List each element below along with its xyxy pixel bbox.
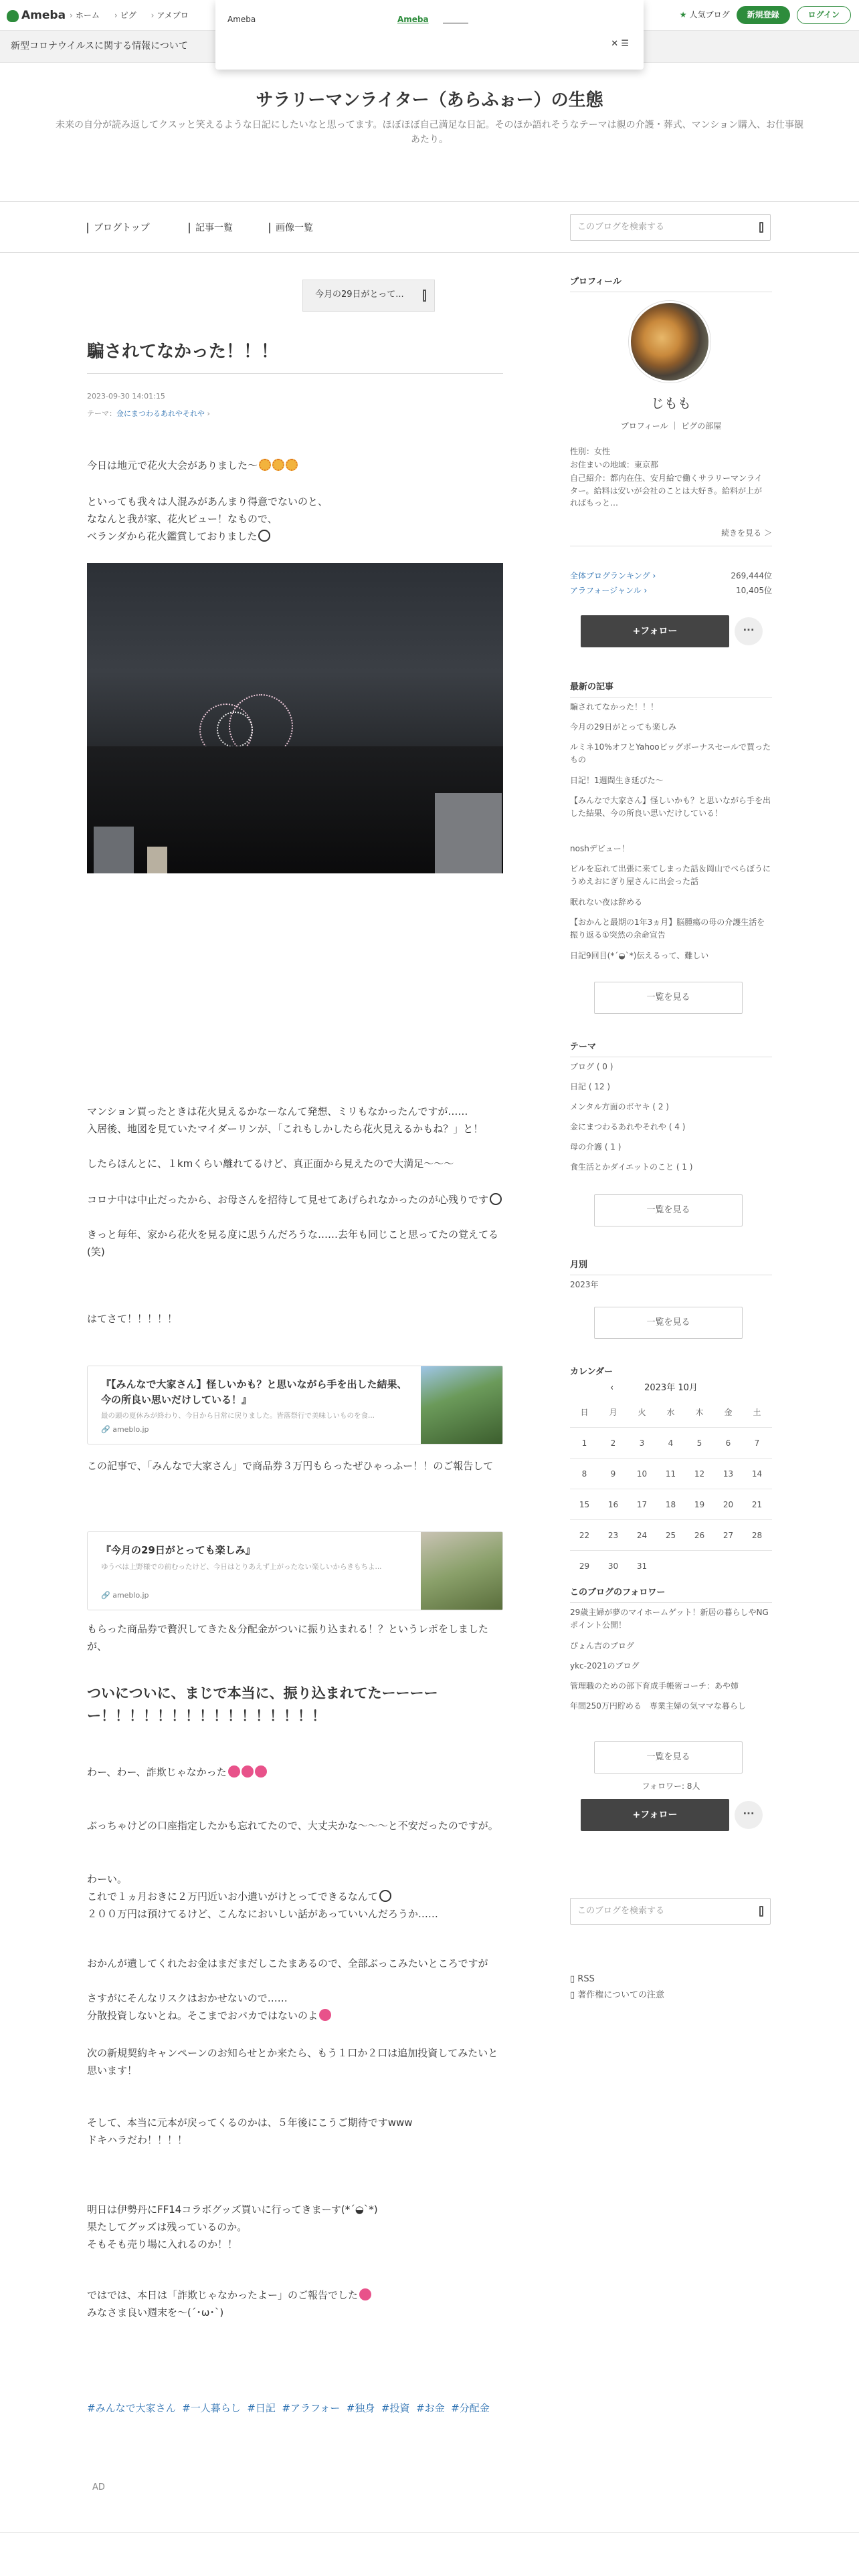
follow-button[interactable]: +フォロー	[581, 1799, 729, 1831]
latest-list-more-button[interactable]: 一覧を見る	[594, 982, 743, 1014]
paragraph: これで１ヵ月おきに２万円近いお小遣いがけとってできるなんて	[87, 1889, 503, 1906]
more-options-button[interactable]: ···	[735, 617, 763, 645]
face-emoji-icon	[379, 1890, 391, 1902]
paragraph: ではでは、本日は「詐欺じゃなかったよー」のご報告でした	[87, 2287, 503, 2304]
paragraph: 今日は地元で花火大会がありました〜	[87, 457, 503, 475]
follower-count: フォロワー: 8人	[642, 1782, 700, 1791]
paragraph: 分散投資しないとね。そこまでおバカではないのよ	[87, 2008, 503, 2025]
latest-article-link[interactable]: ビルを忘れて出張に来てしまった話＆岡山でべらぼうにうめえおにぎり屋さんに出会った話	[570, 864, 771, 886]
weekday-label: 月	[609, 1408, 617, 1417]
paragraph: さすがにそんなリスクはおかせないので……	[87, 1992, 288, 2004]
latest-article-link[interactable]: 日記9回目(*´◒`*)伝えるって、難しい	[570, 951, 709, 960]
calendar-day[interactable]: 31	[636, 1562, 648, 1571]
follower-blog-link[interactable]: 29歳主婦が夢のマイホームゲット！新居の暮らしやNGポイント公開！	[570, 1608, 769, 1630]
month-list-more-button[interactable]: 一覧を見る	[594, 1307, 743, 1339]
calendar-week-row	[570, 1521, 772, 1550]
building-shape	[435, 793, 502, 873]
theme-link[interactable]: 金にまつわるあれやそれや ( 4 )	[570, 1122, 686, 1132]
calendar-day[interactable]: 5	[696, 1438, 702, 1448]
calendar-day[interactable]: 22	[579, 1531, 590, 1540]
calendar-row-divider	[570, 1458, 772, 1459]
followers-heading: このブログのフォロワー	[570, 1588, 666, 1598]
theme-link[interactable]: 日記 ( 12 )	[570, 1082, 611, 1091]
more-options-button[interactable]: ···	[735, 1801, 763, 1829]
latest-article-link[interactable]: 日記！1週間生き延びた〜	[570, 776, 664, 785]
calendar-day[interactable]: 13	[723, 1469, 734, 1479]
blog-title[interactable]: サラリーマンライター（あらふぉー）の生態	[256, 90, 603, 110]
theme-list-more-button[interactable]: 一覧を見る	[594, 1194, 743, 1226]
calendar-day[interactable]: 16	[607, 1500, 619, 1509]
blog-nav	[0, 202, 859, 253]
calendar-day[interactable]: 1	[581, 1438, 587, 1448]
card-title: 『【みんなで大家さん】怪しいかも？と思いながら手を出した結果、今の所良い思いだけしている！』	[101, 1378, 407, 1406]
hashtag-link[interactable]: #みんなで大家さん	[87, 2402, 176, 2414]
theme-link[interactable]: メンタル方面のボヤキ ( 2 )	[570, 1102, 669, 1111]
rank-overall-link[interactable]: 全体ブログランキング › 269,444位	[570, 571, 772, 580]
hashtag-link[interactable]: #投資	[381, 2402, 410, 2414]
latest-article-link[interactable]: 【おかんと最期の1年3ヵ月】脳腫瘍の母の介護生活を振り返る①突然の余命宣告	[570, 918, 765, 940]
footer-divider	[0, 2532, 859, 2533]
paragraph: ベランダから花火鑑賞しておりました	[87, 528, 503, 546]
weekday-label: 木	[695, 1408, 704, 1417]
theme-link[interactable]: 金にまつわるあれやそれや	[116, 409, 205, 418]
copyright-link[interactable]: ▯ 著作権についての注意	[570, 1990, 665, 2000]
paragraph: 次の新規契約キャンペーンのお知らせとか来たら、もう１口か２口は追加投資してみたいと思います！	[87, 2047, 498, 2076]
rank-genre-link[interactable]: アラフォージャンル › 10,405位	[570, 586, 772, 595]
divider	[570, 1602, 772, 1603]
avatar[interactable]	[629, 301, 710, 383]
paragraph: ドキハラだわ！！！！	[87, 2134, 188, 2146]
calendar-week-row	[570, 1428, 772, 1458]
card-title: 『今月の29日がとっても楽しみ』	[101, 1544, 256, 1556]
calendar-day[interactable]: 26	[694, 1531, 705, 1540]
latest-articles-heading: 最新の記事	[570, 682, 614, 692]
article-date: 2023-09-30 14:01:15	[87, 392, 165, 401]
popup-overlay	[215, 0, 644, 70]
heart-emoji-icon	[255, 1765, 267, 1778]
crown-icon: ★	[679, 10, 687, 19]
latest-article-link[interactable]: noshデビュー！	[570, 844, 630, 853]
weekday-label: 日	[580, 1408, 589, 1417]
latest-article-link[interactable]: 眠れない夜は辞める	[570, 897, 643, 907]
login-button[interactable]: ログイン	[797, 6, 851, 24]
calendar-day[interactable]: 12	[694, 1469, 705, 1479]
image-icon	[269, 223, 272, 233]
heart-emoji-icon	[228, 1765, 240, 1778]
paragraph: 明日は伊勢丹にFF14コラボグッズ買いに行ってきまーす(*´◒`*)	[87, 2204, 378, 2216]
link-icon: 🔗	[101, 1425, 110, 1434]
calendar-week-row	[570, 1459, 772, 1489]
calendar-heading: カレンダー	[570, 1367, 613, 1377]
hashtag-link[interactable]: #お金	[416, 2402, 445, 2414]
calendar-day[interactable]: 15	[579, 1500, 590, 1509]
latest-article-link[interactable]: 【みんなで大家さん】怪しいかも？と思いながら手を出した結果、今の所良い思いだけしている！	[570, 796, 771, 818]
paragraph: ２００万円は預けてるけど、こんなにおいしい話があっていいんだろうか……	[87, 1908, 438, 1920]
calendar-day[interactable]: 2	[610, 1438, 616, 1448]
calendar-row-divider	[570, 1519, 772, 1520]
calendar-weekdays	[570, 1398, 772, 1427]
weekday-label: 土	[753, 1408, 761, 1417]
calendar-day[interactable]: 25	[665, 1531, 676, 1540]
paragraph: そもそも売り場に入れるのか！！	[87, 2238, 238, 2250]
theme-link[interactable]: 食生活とかダイエットのこと ( 1 )	[570, 1162, 693, 1172]
firework-burst-shape	[217, 712, 253, 748]
overlay-title: Ameba	[227, 15, 256, 24]
article-heading: ついについに、まじで本当に、振り込まれてたーーーーー！！！！！！！！！！！！！！！！	[87, 1685, 438, 1724]
calendar-week-row	[570, 1490, 772, 1519]
paragraph: もらった商品券で贅沢してきた＆分配金がついに振り込まれる！？というレポをしましたが、	[87, 1623, 489, 1652]
sidebar-search-input[interactable]: このブログを検索する	[570, 1898, 771, 1925]
latest-article-link[interactable]: 今月の29日がとっても楽しみ	[570, 722, 677, 732]
heart-emoji-icon	[359, 2288, 371, 2300]
nav-image-list[interactable]: 画像一覧	[269, 221, 313, 235]
profile-gender: 性別：女性	[570, 447, 611, 456]
weekday-label: 水	[666, 1408, 675, 1417]
ameba-logo[interactable]: Ameba	[7, 7, 66, 25]
calendar-row-divider	[570, 1427, 772, 1428]
paragraph: この記事で、「みんなで大家さん」で商品券３万円もらったぜひゃっふー！！のご報告して	[87, 1460, 494, 1472]
covid-info-link[interactable]: 新型コロナウイルスに関する情報について	[11, 41, 188, 51]
theme-heading: テーマ	[570, 1042, 597, 1052]
card-snippet: ゆうべは上野様での前むったけど、今日はとりあえず上がったない楽しいからきもちよ...	[101, 1563, 382, 1571]
blog-search-input[interactable]: このブログを検索する	[570, 214, 771, 241]
hashtag-link[interactable]: #一人暮らし	[182, 2402, 241, 2414]
search-icon[interactable]	[759, 222, 763, 233]
search-icon[interactable]	[759, 1906, 763, 1917]
calendar-month: ‹ 2023年 10月	[570, 1382, 772, 1395]
calendar-day[interactable]: 14	[751, 1469, 763, 1479]
calendar-day[interactable]: 3	[639, 1438, 645, 1448]
profile-name[interactable]: じもも	[651, 395, 691, 411]
nav-ameblo[interactable]: › アメブロ	[151, 9, 189, 22]
calendar-day[interactable]: 10	[636, 1469, 648, 1479]
document-icon: ▯	[570, 1990, 575, 2000]
building-shape	[94, 827, 134, 873]
face-emoji-icon	[258, 530, 270, 542]
paragraph: コロナ中は中止だったから、お母さんを招待して見せてあげられなかったのが心残りです	[87, 1192, 503, 1209]
hashtag-link[interactable]: #分配金	[451, 2402, 490, 2414]
profile-more-link[interactable]: 続きを見る ＞	[721, 528, 772, 538]
calendar-day[interactable]: 8	[581, 1469, 587, 1479]
calendar-day[interactable]: 30	[607, 1562, 619, 1571]
follower-blog-link[interactable]: 管理職のための部下育成手帳術コーチ：あや姉	[570, 1681, 739, 1691]
card-url: 🔗 ameblo.jp	[101, 1591, 149, 1600]
overlay-ameba-link[interactable]: Ameba	[397, 15, 429, 24]
followers-more-button[interactable]: 一覧を見る	[594, 1741, 743, 1774]
monthly-heading: 月別	[570, 1260, 588, 1270]
article-title: 騙されてなかった！！！	[87, 342, 279, 362]
profile-heading: プロフィール	[570, 277, 622, 287]
follow-button[interactable]: +フォロー	[581, 615, 729, 647]
latest-article-link[interactable]: 騙されてなかった！！！	[570, 702, 659, 712]
prev-article-button[interactable]: 今月の29日がとって...	[302, 280, 435, 312]
card-thumbnail	[421, 1366, 502, 1444]
blog-card-link[interactable]	[87, 1531, 503, 1610]
firework-emoji-icon	[286, 459, 298, 471]
weekday-label: 金	[724, 1408, 733, 1417]
calendar-day[interactable]: 20	[723, 1500, 734, 1509]
paragraph: といっても我々は人混みがあんまり得意でないのと、	[87, 496, 328, 508]
overlay-close-icon[interactable]: ✕ ☰	[611, 39, 629, 49]
hashtag-link[interactable]: #独身	[346, 2402, 375, 2414]
calendar-week-row	[570, 1551, 772, 1581]
hashtag-link[interactable]: #日記	[247, 2402, 276, 2414]
profile-intro: 自己紹介：都内在住、安月給で働くサラリーマンライター。給料は安いが会社のことは大好き。給料が上がればもっと…	[570, 473, 763, 508]
paragraph: わー、わー、詐欺じゃなかった	[87, 1764, 503, 1782]
theme-link[interactable]: 母の介護 ( 1 )	[570, 1142, 622, 1152]
calendar-prev-icon[interactable]: ‹	[610, 1383, 614, 1393]
pig-room-link[interactable]: ピグの部屋	[681, 421, 722, 431]
theme-link[interactable]: ブログ ( 0 )	[570, 1062, 613, 1071]
article-theme: テーマ：金にまつわるあれやそれや ›	[87, 409, 210, 418]
card-snippet: 最の頭の夏休みが終わり、今日から日常に戻りました。皆落祭行で美味しいものを食...	[101, 1412, 375, 1420]
rss-link[interactable]: ▯ RSS	[570, 1974, 595, 1984]
heart-emoji-icon	[319, 2009, 331, 2021]
calendar-day[interactable]: 27	[723, 1531, 734, 1540]
card-url: 🔗 ameblo.jp	[101, 1425, 149, 1434]
paragraph: はてさて！！！！！	[87, 1313, 178, 1325]
calendar-day[interactable]: 19	[694, 1500, 705, 1509]
nav-home[interactable]: › ホーム	[70, 9, 100, 22]
paragraph: 果たしてグッズは残っているのか。	[87, 2221, 248, 2233]
paragraph: そして、本当に元本が戻ってくるのかは、５年後にこうご期待ですwww	[87, 2117, 413, 2129]
face-emoji-icon	[490, 1193, 502, 1205]
paragraph: わーい。	[87, 1873, 128, 1885]
paragraph: ななんと我が家、花火ビュー！なもので、	[87, 513, 278, 525]
nav-blog-top[interactable]: ブログトップ	[87, 221, 150, 235]
calendar-row-divider	[570, 1550, 772, 1551]
title-divider	[87, 373, 503, 374]
calendar-day[interactable]: 7	[754, 1438, 760, 1448]
follower-blog-link[interactable]: ykc-2021のブログ	[570, 1661, 640, 1671]
hashtag-list	[87, 2399, 503, 2418]
paragraph: ぶっちゃけどの口座指定したかも忘れてたので、大丈夫かな〜〜〜と不安だったのですが。	[87, 1820, 498, 1832]
profile-region: お住まいの地域：東京都	[570, 460, 659, 469]
calendar-day[interactable]: 24	[636, 1531, 648, 1540]
blog-header	[0, 63, 859, 202]
card-thumbnail	[421, 1532, 502, 1610]
fireworks-photo[interactable]	[87, 563, 503, 873]
paragraph: マンション買ったときは花火見えるかなーなんて発想、ミリもなかったんですが……	[87, 1105, 468, 1117]
paragraph: したらほんとに、１kmくらい離れてるけど、真正面から見えたので大満足〜〜〜	[87, 1158, 454, 1170]
calendar-day[interactable]: 17	[636, 1500, 648, 1509]
profile-link[interactable]: プロフィール	[620, 421, 668, 431]
popular-blog-link[interactable]: ★ 人気ブログ	[680, 9, 730, 21]
latest-article-link[interactable]: ルミネ10%オフとYahooビッグボーナスセールで買ったもの	[570, 742, 771, 764]
building-shape	[147, 847, 167, 873]
calendar-day[interactable]: 29	[579, 1562, 590, 1571]
link-icon: 🔗	[101, 1591, 110, 1600]
calendar-day[interactable]: 23	[607, 1531, 619, 1540]
firework-emoji-icon	[272, 459, 284, 471]
chevron-icon	[423, 290, 426, 302]
ameba-logo-icon	[7, 10, 19, 22]
paragraph: おかんが遺してくれたお金はまだまだしこたまあるので、全部ぶっこみたいところですが	[87, 1957, 488, 1969]
calendar-day[interactable]: 28	[751, 1531, 763, 1540]
paragraph: 入居後、地図を見ていたマイダーリンが、「これもしかしたら花火見えるかもね？」と！	[87, 1123, 484, 1135]
blog-description: 未来の自分が読み返してクスッと笑えるような日記にしたいなと思ってます。ほぼほぼ自己満足な日記。そのほか語れそうなテーマは親の介護・葬式、マンション購入、お仕事観あたり。	[56, 120, 803, 146]
calendar-day[interactable]: 21	[751, 1500, 763, 1509]
calendar-day[interactable]: 9	[610, 1469, 616, 1479]
paragraph: きっと毎年、家から花火を見る度に思うんだろうな……去年も同じこと思ってたの覚えてる(笑)	[87, 1228, 499, 1258]
follower-blog-link[interactable]: 年間250万円貯める 専業主婦の気ママな暮らし	[570, 1701, 746, 1711]
hashtag-link[interactable]: #アラフォー	[282, 2402, 341, 2414]
firework-emoji-icon	[259, 459, 271, 471]
signup-button[interactable]: 新規登録	[737, 6, 790, 24]
header-actions	[680, 6, 851, 24]
calendar-day[interactable]: 11	[665, 1469, 676, 1479]
list-icon	[189, 223, 191, 233]
blog-card-link[interactable]	[87, 1366, 503, 1444]
profile-links: プロフィール ｜ ピグの部屋	[620, 421, 722, 431]
heart-emoji-icon	[242, 1765, 254, 1778]
global-nav	[70, 9, 189, 22]
weekday-label: 火	[638, 1408, 646, 1417]
nav-pigg[interactable]: › ピグ	[114, 9, 136, 22]
rss-icon: ▯	[570, 1974, 575, 1984]
paragraph: みなさま良い週末を〜(´･ω･`)	[87, 2306, 224, 2319]
follower-blog-link[interactable]: ぴょん吉のブログ	[570, 1641, 635, 1650]
calendar-day[interactable]: 6	[725, 1438, 731, 1448]
month-link[interactable]: 2023年	[570, 1280, 599, 1289]
page-icon	[87, 223, 90, 233]
calendar-day[interactable]: 18	[665, 1500, 676, 1509]
ad-label: AD	[92, 2482, 105, 2492]
nav-article-list[interactable]: 記事一覧	[189, 221, 233, 235]
calendar-day[interactable]: 4	[668, 1438, 674, 1448]
